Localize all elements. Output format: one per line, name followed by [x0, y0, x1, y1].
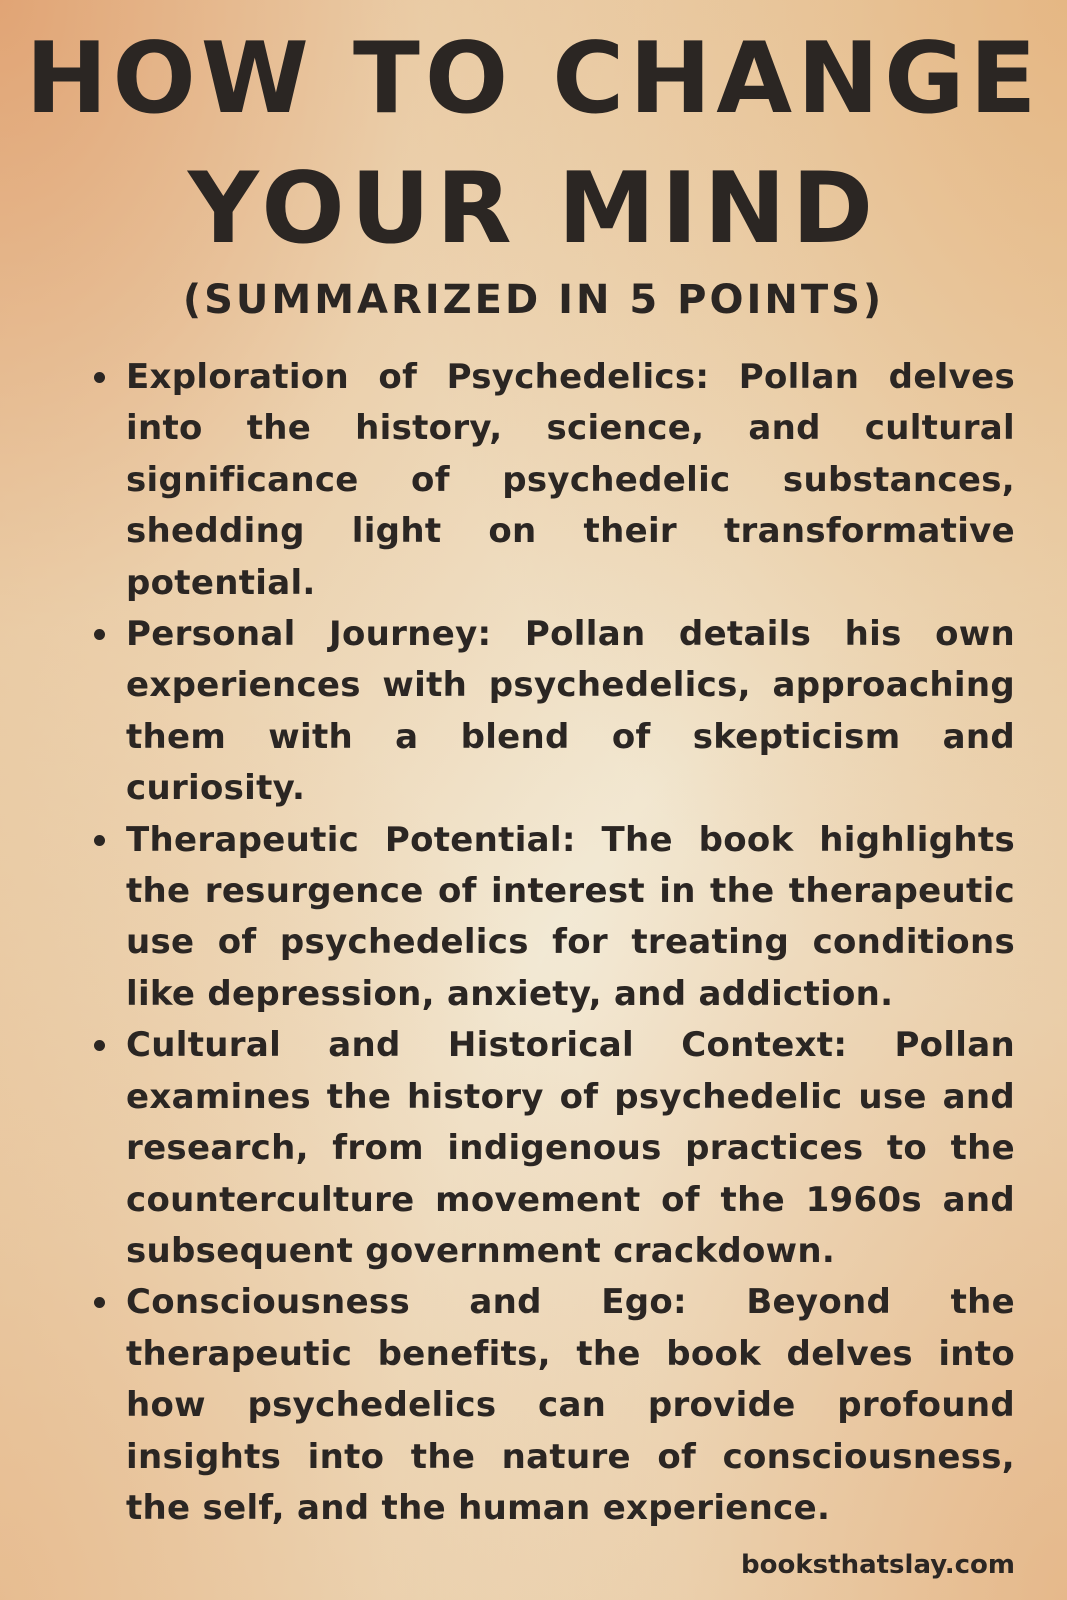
- summary-point: [90, 609, 1015, 815]
- title-line-1: HOW TO CHANGE: [25, 22, 1042, 136]
- bullet-icon: [94, 835, 105, 846]
- summary-point: [90, 1020, 1015, 1277]
- bullet-icon: [94, 1297, 105, 1308]
- summary-point-text: Consciousness and Ego: Beyond the therapeutic benefits, the book delves into how psychedelics can provide profound insights into the nature of consciousness, the self, and the human experience.: [126, 1282, 1015, 1528]
- bullet-icon: [94, 629, 105, 640]
- bullet-icon: [94, 372, 105, 383]
- subtitle: (SUMMARIZED IN 5 POINTS): [182, 277, 885, 323]
- title-line-2: YOUR MIND: [187, 152, 880, 266]
- summary-point-text: Therapeutic Potential: The book highlights the resurgence of interest in the therapeutic use of psychedelics for treating conditions like depression, anxiety, and addiction.: [126, 819, 1015, 1014]
- summary-point-text: Cultural and Historical Context: Pollan examines the history of psychedelic use and research, from indigenous practices to the counterculture movement of the 1960s and subsequent government crackdown.: [126, 1025, 1015, 1271]
- summary-point-text: Exploration of Psychedelics: Pollan delves into the history, science, and cultural significance of psychedelic substances, shedding light on their transformative potential.: [126, 357, 1015, 603]
- summary-point: [90, 1277, 1015, 1534]
- summary-points-list: [90, 352, 1015, 1534]
- site-watermark: booksthatslay.com: [741, 1550, 1015, 1580]
- bullet-icon: [94, 1040, 105, 1051]
- summary-point-text: Personal Journey: Pollan details his own experiences with psychedelics, approaching them with a blend of skepticism and curiosity.: [126, 614, 1015, 809]
- summary-point: [90, 352, 1015, 609]
- summary-point: [90, 815, 1015, 1021]
